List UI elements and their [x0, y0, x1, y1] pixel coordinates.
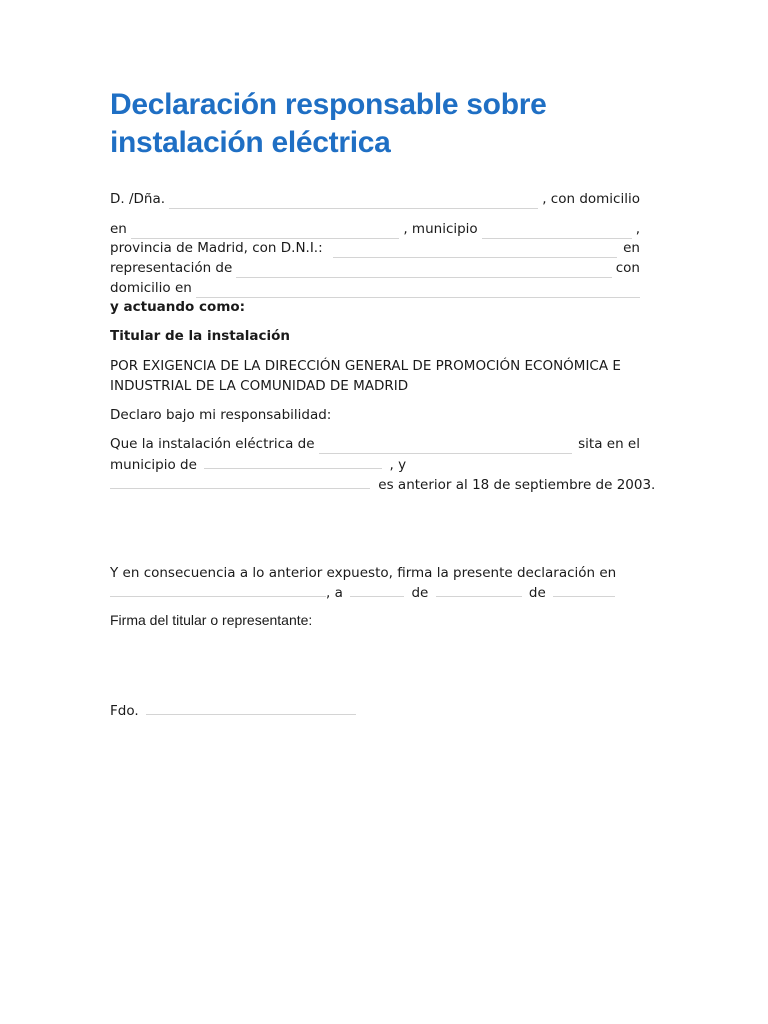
- domicile-en-label: domicilio en: [110, 280, 192, 296]
- acting-as-label: y actuando como:: [110, 299, 246, 315]
- municipality-label: , municipio: [403, 221, 478, 237]
- representation-field[interactable]: [236, 263, 611, 278]
- statement-municipality-field[interactable]: [204, 454, 382, 469]
- de-label-1: de: [411, 585, 429, 601]
- year-field[interactable]: [553, 582, 615, 597]
- day-field[interactable]: [350, 582, 404, 597]
- date-statement-text: es anterior al 18 de septiembre de 2003.: [378, 477, 656, 493]
- fdo-line: [110, 700, 640, 721]
- signature-label: Firma del titular o representante:: [110, 612, 313, 628]
- municipality-line: [110, 454, 640, 475]
- address-label: en: [110, 221, 127, 237]
- statement-detail-field[interactable]: [110, 474, 370, 489]
- requirement-text: POR EXIGENCIA DE LA DIRECCIÓN GENERAL DE PROMOCIÓN ECONÓMICA E INDUSTRIAL DE LA COMUNIDAD DE MADRID: [110, 358, 621, 394]
- domicile-line: [110, 278, 640, 298]
- domicile-field[interactable]: [196, 283, 640, 298]
- month-field[interactable]: [436, 582, 522, 597]
- representation-en-label: en: [623, 240, 640, 256]
- address-line: [110, 219, 640, 239]
- installation-line: [110, 434, 640, 454]
- de-label-2: de: [528, 585, 546, 601]
- installation-field[interactable]: [319, 439, 573, 454]
- con-label: con: [615, 260, 640, 276]
- signature-name-field[interactable]: [146, 700, 356, 715]
- and-label: , y: [389, 457, 407, 473]
- name-label: D. /Dña.: [110, 191, 166, 207]
- installation-label: Que la instalación eléctrica de: [110, 436, 315, 452]
- comma-text: ,: [635, 221, 640, 237]
- place-date-line: [110, 582, 640, 603]
- declare-text: Declaro bajo mi responsabilidad:: [110, 407, 332, 423]
- dni-label: provincia de Madrid, con D.N.I.:: [110, 240, 323, 256]
- a-label: , a: [326, 585, 343, 601]
- representation-line: [110, 258, 640, 278]
- fdo-label: Fdo.: [110, 703, 139, 719]
- place-field[interactable]: [110, 582, 326, 597]
- representation-label: representación de: [110, 260, 233, 276]
- consequence-text: Y en consecuencia a lo anterior expuesto, firma la presente declaración en: [110, 565, 617, 581]
- dni-field[interactable]: [333, 243, 617, 258]
- name-field[interactable]: [169, 194, 538, 209]
- municipality-field[interactable]: [482, 224, 632, 239]
- date-statement-line: [110, 474, 656, 495]
- document-title: Declaración responsable sobre instalación eléctrica: [110, 88, 547, 159]
- municipality-of-label: municipio de: [110, 457, 197, 473]
- address-field[interactable]: [131, 224, 399, 239]
- dni-line: [110, 238, 640, 258]
- role-text: Titular de la instalación: [110, 328, 291, 344]
- domicile-label: , con domicilio: [542, 191, 640, 207]
- name-line: [110, 189, 640, 209]
- location-label: sita en el: [578, 436, 640, 452]
